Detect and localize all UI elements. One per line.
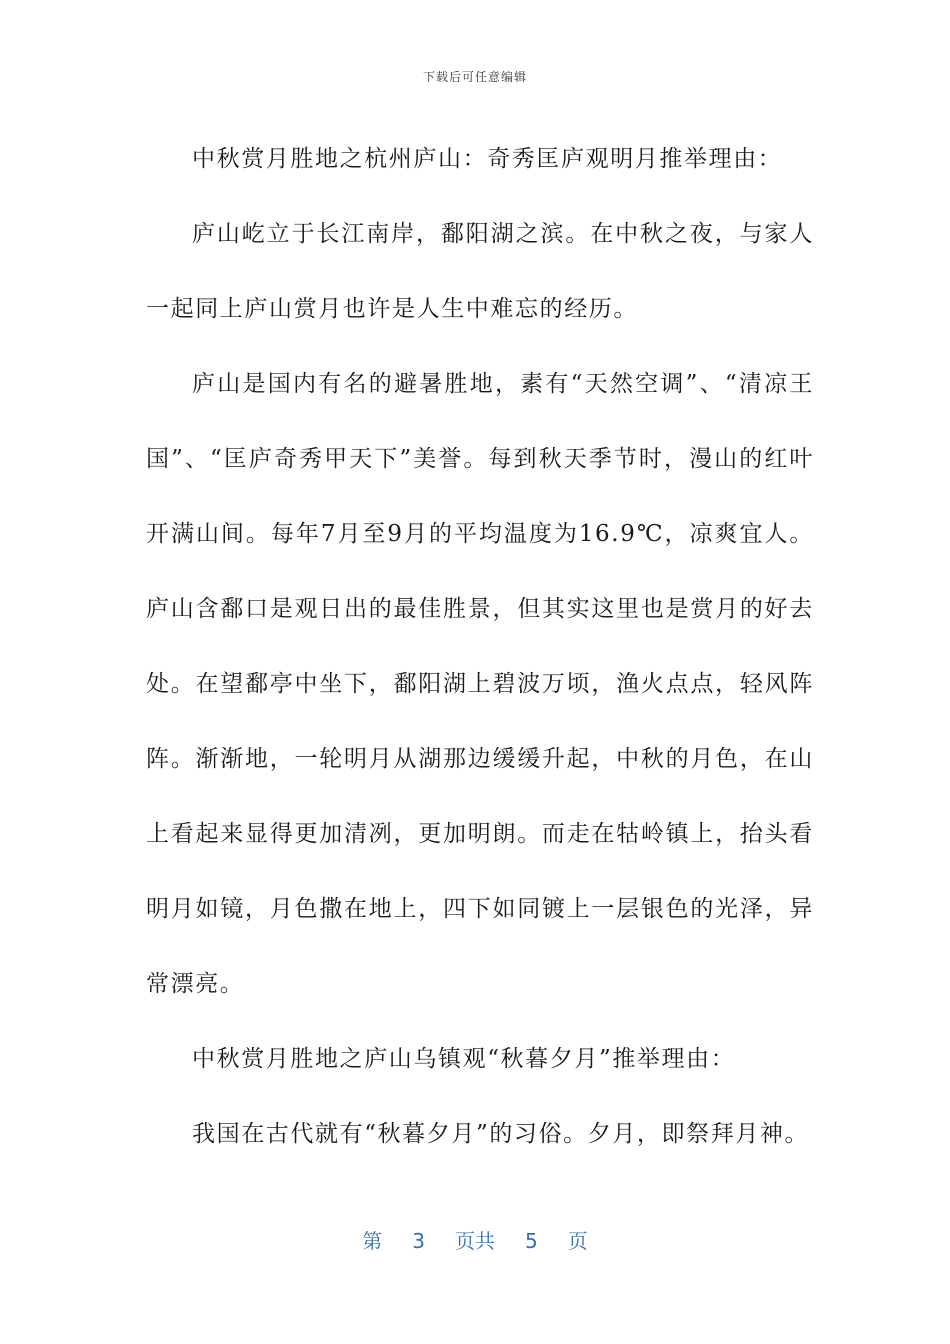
total-pages-number: 5 [525,1229,538,1253]
footer-suffix: 页 [567,1229,588,1253]
document-body [146,122,814,1172]
paragraph-lushan-detail: 庐山是国内有名的避暑胜地，素有“天然空调”、“清凉王国”、“匡庐奇秀甲天下”美誉。每到秋天季节时，漫山的红叶开满山间。每年7月至9月的平均温度为16.9℃，凉爽宜人。庐山含鄱口是观日出的最佳胜景，但其实这里也是赏月的好去处。在望鄱亭中坐下，鄱阳湖上碧波万顷，渔火点点，轻风阵阵。渐渐地，一轮明月从湖那边缓缓升起，中秋的月色，在山上看起来显得更加清冽，更加明朗。而走在牯岭镇上，抬头看明月如镜，月色撒在地上，四下如同镀上一层银色的光泽，异常漂亮。 [146,371,814,997]
page-number-footer [0,1225,950,1254]
footer-middle: 页共 [455,1229,495,1253]
paragraph-lushan-intro: 庐山屹立于长江南岸，鄱阳湖之滨。在中秋之夜，与家人一起同上庐山赏月也许是人生中难忘的经历。 [146,221,814,322]
footer-prefix: 第 [362,1229,383,1253]
paragraph-wuzhen-intro: 我国在古代就有“秋暮夕月”的习俗。夕月，即祭拜月神。 [192,1121,810,1147]
current-page-number: 3 [412,1229,425,1253]
header-note: 下载后可任意编辑 [422,70,527,84]
paragraph-heading-wuzhen: 中秋赏月胜地之庐山乌镇观“秋暮夕月”推举理由： [192,1046,736,1072]
paragraph-heading-lushan: 中秋赏月胜地之杭州庐山：奇秀匡庐观明月推举理由： [192,146,783,172]
